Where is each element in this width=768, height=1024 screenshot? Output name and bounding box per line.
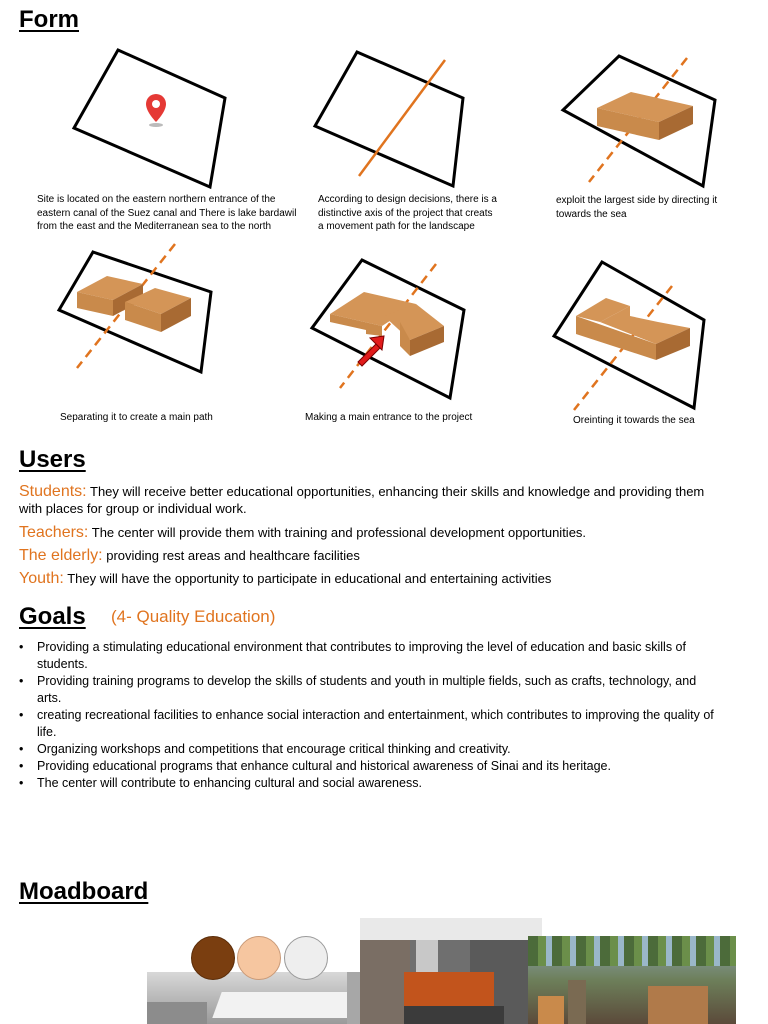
users-item-elderly (19, 547, 719, 564)
goal-item: • Organizing workshops and competitions that encourage critical thinking and creativity. (19, 741, 719, 758)
goals-heading: Goals (19, 603, 86, 630)
form-caption-2: According to design decisions, there is a distinctive axis of the project that creats a movement path for the landscape (318, 194, 497, 232)
garden-photo (528, 936, 736, 1024)
users-heading: Users (19, 446, 86, 473)
axis-diagram (315, 40, 495, 190)
users-label: The elderly: (19, 547, 103, 564)
form-caption-3: exploit the largest side by directing it towards the sea (556, 195, 718, 220)
color-swatch-light-gray (284, 936, 328, 980)
users-item-teachers (19, 524, 719, 541)
site-diagram (60, 40, 240, 190)
form-caption-6: Oreinting it towards the sea (573, 415, 695, 426)
form-caption-5: Making a main entrance to the project (305, 412, 473, 423)
users-item-youth (19, 570, 719, 587)
goal-item: • The center will contribute to enhancing cultural and social awareness. (19, 775, 719, 792)
site-outline (74, 50, 225, 187)
users-text: The center will provide them with training and professional development opportunities. (91, 525, 587, 540)
goal-item: • creating recreational facilities to enhance social interaction and entertainment, which contributes to improving the quality of life. (19, 707, 719, 741)
library-photo (360, 918, 542, 1024)
separated-diagram (55, 242, 225, 377)
color-swatch-brown (191, 936, 235, 980)
form-heading: Form (19, 6, 79, 33)
form-caption-4: Separating it to create a main path (60, 412, 213, 423)
users-item-students (19, 483, 719, 517)
mass-block (576, 298, 690, 360)
users-label: Students: (19, 483, 87, 500)
form-caption-1: Site is located on the eastern northern entrance of the eastern canal of the Suez canal and There is lake bardawil from the east and the Mediterranean sea to the north (37, 194, 297, 232)
location-pin-icon (146, 94, 166, 127)
site-outline (315, 52, 463, 186)
users-text: providing rest areas and healthcare facilities (106, 548, 360, 563)
goal-item: • Providing training programs to develop the skills of students and youth in multiple fields, such as crafts, technology, and arts. (19, 673, 719, 707)
entrance-diagram (310, 258, 470, 398)
users-text: They will have the opportunity to participate in educational and entertaining activities (67, 571, 552, 586)
goal-item: • Providing a stimulating educational environment that contributes to improving the level of education and basic skills of students. (19, 639, 719, 673)
goals-subtitle: (4- Quality Education) (111, 607, 276, 626)
mass-block (597, 92, 693, 140)
users-label: Youth: (19, 570, 64, 587)
goal-item: • Providing educational programs that enhance cultural and historical awareness of Sinai and its heritage. (19, 758, 719, 775)
users-text: They will receive better educational opportunities, enhancing their skills and knowledge and providing them with places for group or individual work. (19, 484, 705, 516)
movement-axis (359, 60, 445, 176)
goals-list (19, 639, 719, 792)
moodboard-heading: Moadboard (19, 878, 149, 905)
orientation-diagram (550, 258, 715, 413)
block-diagram (555, 40, 735, 190)
users-label: Teachers: (19, 524, 89, 541)
color-swatch-peach (237, 936, 281, 980)
